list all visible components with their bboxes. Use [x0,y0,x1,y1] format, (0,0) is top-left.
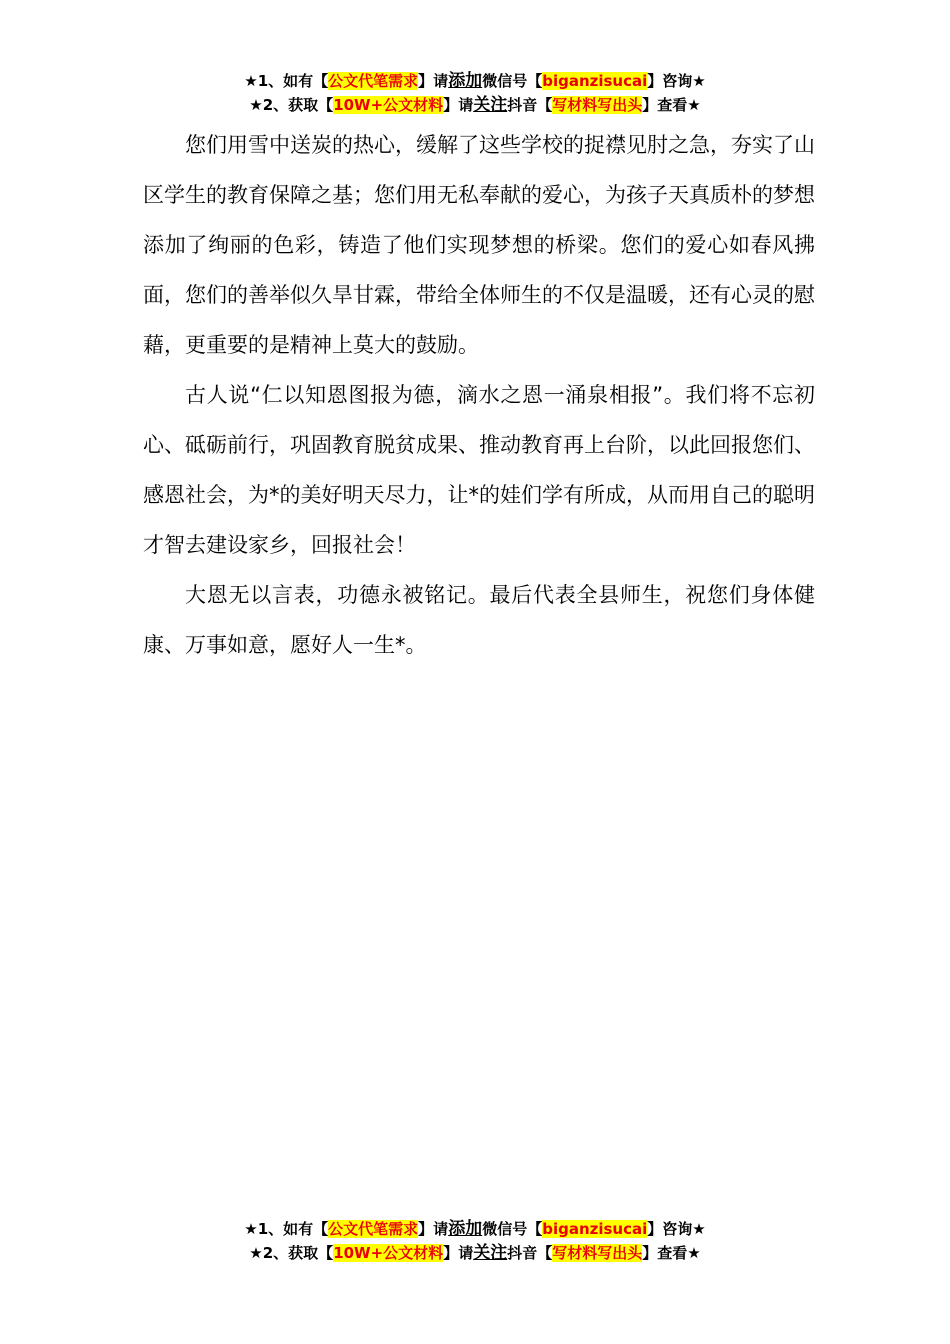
highlight-service: 公文代笔需求 [328,1220,419,1238]
highlight-materials: 10W+公文材料 [333,96,444,114]
banner-text: 】请 [418,72,449,90]
banner-line-2 [0,93,950,117]
star-icon: ★ [687,1244,701,1262]
emphasis-add: 添加 [448,71,483,91]
banner-line-1 [0,1217,950,1241]
paragraph: 您们用雪中送炭的热心，缓解了这些学校的捉襟见肘之急，夯实了山区学生的教育保障之基；您们用无私奉献的爱心，为孩子天真质朴的梦想添加了绚丽的色彩，铸造了他们实现梦想的桥梁。您们的爱心如春风拂面，您们的善举似久旱甘霖，带给全体师生的不仅是温暖，还有心灵的慰藉，更重要的是精神上莫大的鼓励。 [143,133,815,357]
document-body [143,120,815,670]
star-icon: ★ [249,1244,263,1262]
highlight-materials: 10W+公文材料 [333,1244,444,1262]
banner-text: 1、如有【 [257,72,329,90]
star-icon: ★ [244,1220,258,1238]
banner-text: 】请 [443,1244,474,1262]
banner-text: 微信号【 [482,1220,543,1238]
banner-line-2 [0,1241,950,1265]
highlight-douyin-account: 写材料写出头 [552,1244,643,1262]
header-banner [0,69,950,117]
emphasis-add: 添加 [448,1219,483,1239]
banner-text: 】咨询 [647,72,693,90]
footer-banner [0,1217,950,1265]
paragraph: 大恩无以言表，功德永被铭记。最后代表全县师生，祝您们身体健康、万事如意，愿好人一生*。 [143,583,815,657]
banner-text: 微信号【 [482,72,543,90]
banner-line-1 [0,69,950,93]
paragraph: 古人说“仁以知恩图报为德，滴水之恩一涌泉相报”。我们将不忘初心、砥砺前行，巩固教育脱贫成果、推动教育再上台阶，以此回报您们、感恩社会，为*的美好明天尽力，让*的娃们学有所成，从而用自己的聪明才智去建设家乡，回报社会！ [143,383,815,557]
highlight-douyin-account: 写材料写出头 [552,96,643,114]
banner-text: 抖音【 [507,1244,553,1262]
banner-text: 1、如有【 [257,1220,329,1238]
highlight-wechat-id: biganzisucai [542,72,648,90]
star-icon: ★ [687,96,701,114]
banner-text: 2、获取【 [262,96,334,114]
banner-text: 2、获取【 [262,1244,334,1262]
star-icon: ★ [692,1220,706,1238]
highlight-wechat-id: biganzisucai [542,1220,648,1238]
banner-text: 】请 [443,96,474,114]
banner-text: 抖音【 [507,96,553,114]
banner-text: 】查看 [642,1244,688,1262]
highlight-service: 公文代笔需求 [328,72,419,90]
star-icon: ★ [244,72,258,90]
star-icon: ★ [692,72,706,90]
banner-text: 】咨询 [647,1220,693,1238]
banner-text: 】请 [418,1220,449,1238]
banner-text: 】查看 [642,96,688,114]
star-icon: ★ [249,96,263,114]
emphasis-follow: 关注 [473,95,508,115]
emphasis-follow: 关注 [473,1243,508,1263]
